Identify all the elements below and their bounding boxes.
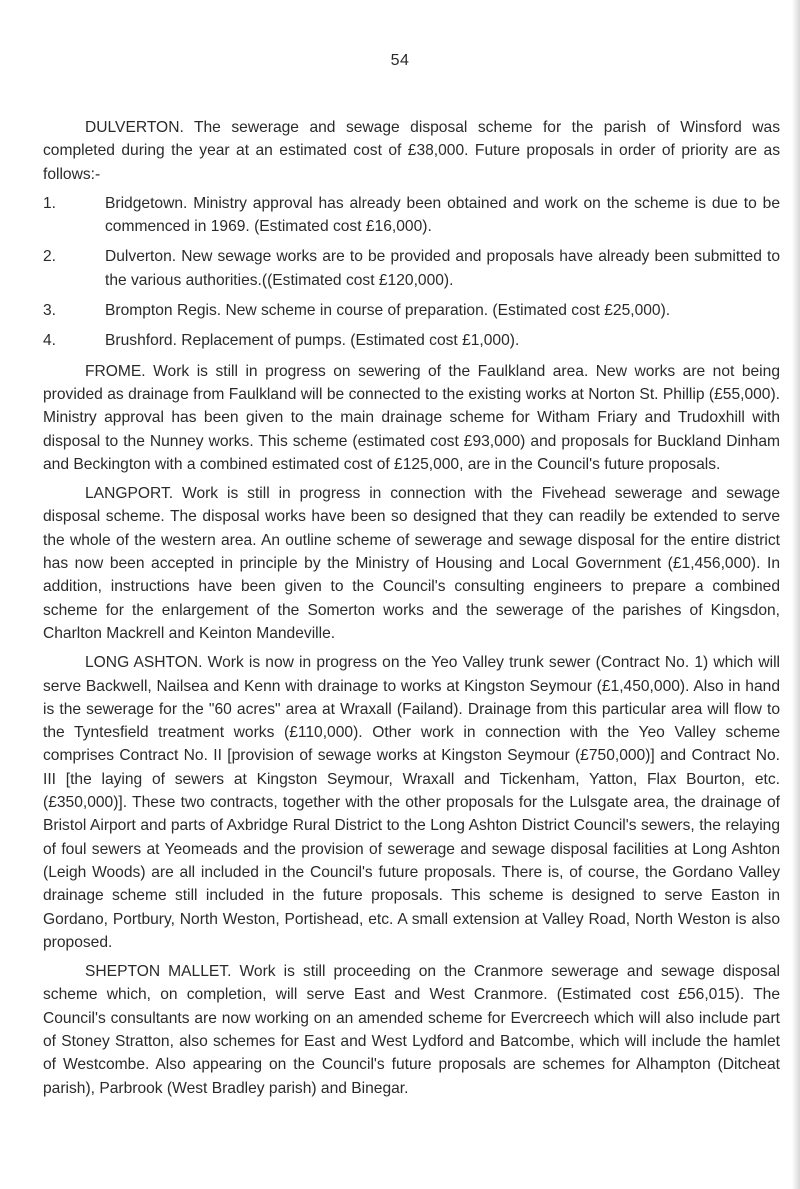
list-item-number: 4. bbox=[43, 332, 57, 350]
list-item-number: 2. bbox=[43, 248, 57, 266]
document-body bbox=[43, 116, 780, 1106]
paragraph-langport: LANGPORT. Work is still in progress in connection with the Fivehead sewerage and sewage disposal scheme. The disposal works have been so designed that they can readily be extended to serve the whole of the western area. An outline scheme of sewerage and sewage disposal for the entire district has now been accepted in principle by the Ministry of Housing and Local Government (£1,456,000). In addition, instructions have been given to the Council's consulting engineers to prepare a combined scheme for the enlargement of the Somerton works and the sewerage of the parishes of Kingsdon, Charlton Mackrell and Keinton Mandeville. bbox=[43, 485, 780, 642]
list-item-text: Bridgetown. Ministry approval has already been obtained and work on the scheme is due to be commenced in 1969. (Estimated cost £16,000). bbox=[105, 194, 780, 236]
list-item bbox=[43, 329, 780, 352]
page-edge-shadow bbox=[792, 0, 800, 1189]
priority-list bbox=[43, 192, 780, 353]
list-item bbox=[43, 192, 780, 239]
list-item-text: Dulverton. New sewage works are to be provided and proposals have already been submitted to the various authorities.((Estimated cost £120,000). bbox=[105, 248, 780, 289]
list-item bbox=[43, 299, 780, 322]
list-item bbox=[43, 245, 780, 292]
list-item-number: 3. bbox=[43, 302, 57, 320]
paragraph-dulverton: DULVERTON. The sewerage and sewage disposal scheme for the parish of Winsford was completed during the year at an estimated cost of £38,000. Future proposals in order of priority are as follows:- bbox=[43, 119, 780, 183]
list-item-number: 1. bbox=[43, 194, 57, 212]
page-number: 54 bbox=[390, 52, 410, 69]
list-item-text: Brushford. Replacement of pumps. (Estimated cost £1,000). bbox=[105, 332, 520, 350]
paragraph-shepton-mallet: SHEPTON MALLET. Work is still proceeding on the Cranmore sewerage and sewage disposal scheme which, on completion, will serve East and West Cranmore. (Estimated cost £56,015). The Council's consultants are now working on an amended scheme for Evercreech which will also include part of Stoney Stratton, also schemes for East and West Lydford and Batcombe, which will include the hamlet of Westcombe. Also appearing on the Council's future proposals are schemes for Alhampton (Ditcheat parish), Parbrook (West Bradley parish) and Binegar. bbox=[43, 963, 780, 1097]
paragraph-frome: FROME. Work is still in progress on sewering of the Faulkland area. New works are not being provided as drainage from Faulkland will be connected to the existing works at Norton St. Phillip (£55,000). Ministry approval has been given to the main drainage scheme for Witham Friary and Trudoxhill with disposal to the Nunney works. This scheme (estimated cost £93,000) and proposals for Buckland Dinham and Beckington with a combined estimated cost of £125,000, are in the Council's future proposals. bbox=[43, 362, 780, 473]
paragraph-long-ashton: LONG ASHTON. Work is now in progress on the Yeo Valley trunk sewer (Contract No. 1) which will serve Backwell, Nailsea and Kenn with drainage to works at Kingston Seymour (£1,450,000). Also in hand is the sewerage for the "60 acres" area at Wraxall (Failand). Drainage from this particular area will flow to the Tyntesfield treatment works (£110,000). Other work in connection with the Yeo Valley scheme comprises Contract No. II [provision of sewage works at Kingston Seymour (£750,000)] and Contract No. III [the laying of sewers at Kingston Seymour, Wraxall and Tickenham, Yatton, Flax Bourton, etc. (£350,000)]. These two contracts, together with the other proposals for the Lulsgate area, the drainage of Bristol Airport and parts of Axbridge Rural District to the Long Ashton District Council's sewers, the relaying of foul sewers at Yeomeads and the provision of sewerage and sewage disposal facilities at Long Ashton (Leigh Woods) are all included in the Council's future proposals. There is, of course, the Gordano Valley drainage scheme still included in the future proposals. This scheme is designed to serve Easton in Gordano, Portbury, North Weston, Portishead, etc. A small extension at Valley Road, North Weston is also proposed. bbox=[43, 654, 780, 951]
list-item-text: Brompton Regis. New scheme in course of preparation. (Estimated cost £25,000). bbox=[105, 302, 671, 320]
